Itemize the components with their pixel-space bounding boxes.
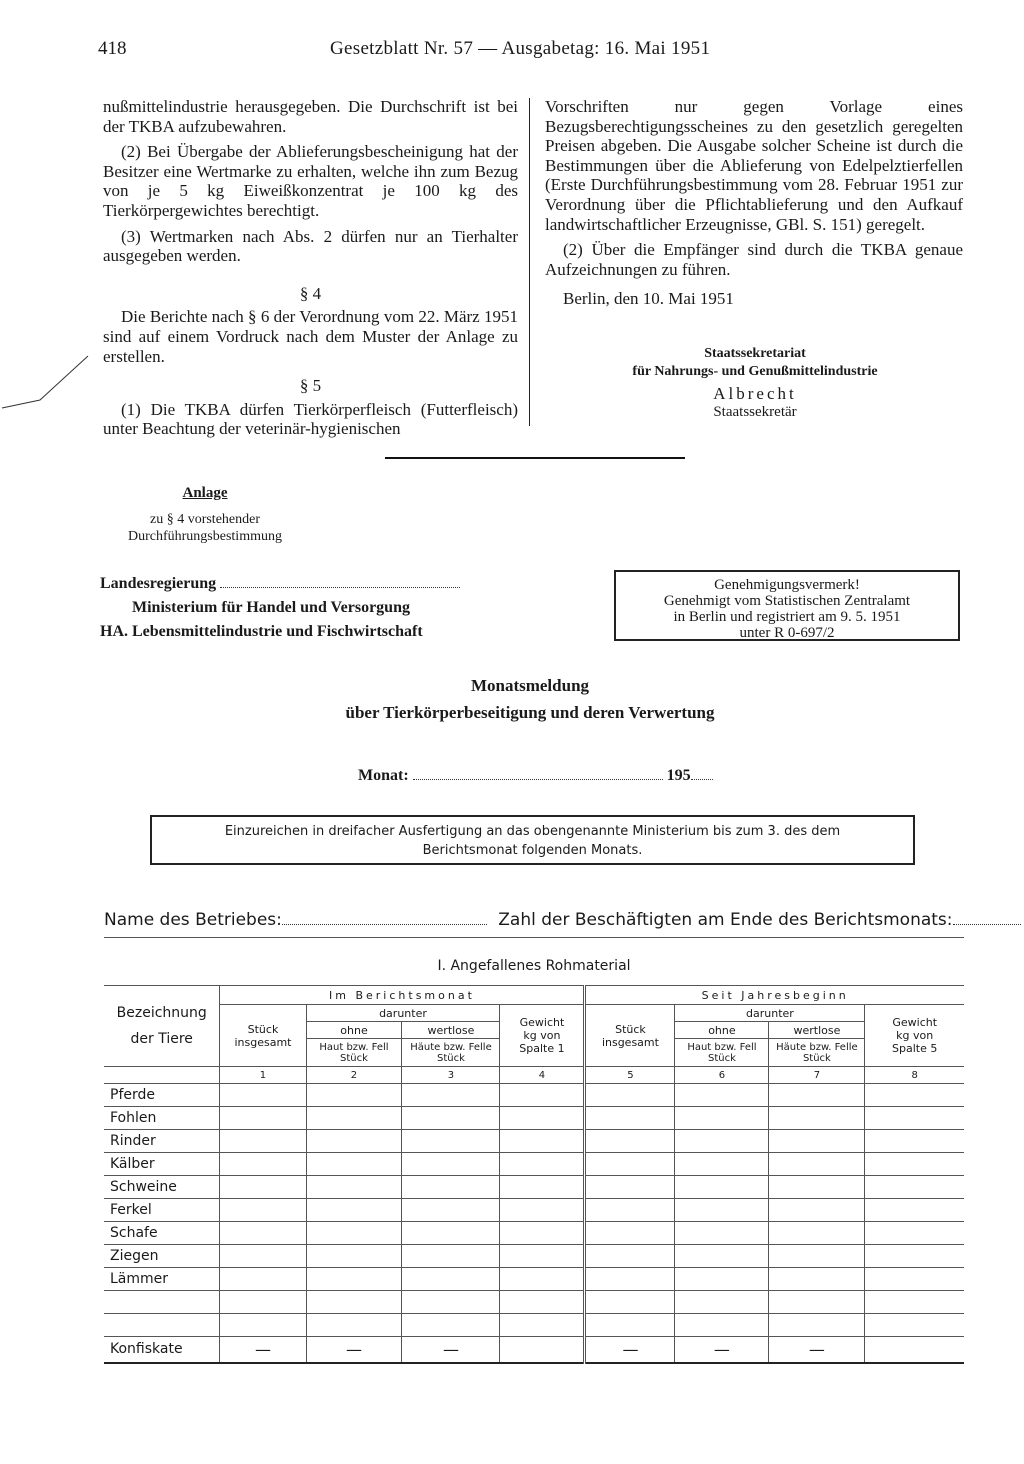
table-cell[interactable] xyxy=(675,1245,769,1268)
year-blank[interactable] xyxy=(691,779,713,780)
group-header-month: Im Berichtsmonat xyxy=(220,986,585,1005)
table-cell[interactable] xyxy=(220,1199,306,1222)
table-row xyxy=(104,1107,964,1130)
table-cell[interactable] xyxy=(500,1107,585,1130)
table-cell[interactable] xyxy=(306,1291,402,1314)
col-num-5: 5 xyxy=(585,1067,675,1084)
table-cell[interactable] xyxy=(769,1199,865,1222)
group-header-year: Seit Jahresbeginn xyxy=(585,986,964,1005)
table-cell[interactable] xyxy=(220,1291,306,1314)
staff-count-label: Zahl der Beschäftigten am Ende des Berichtsmonats: xyxy=(498,910,953,930)
name-line xyxy=(104,910,964,930)
table-cell[interactable] xyxy=(306,1176,402,1199)
dash-cell: — xyxy=(675,1337,769,1363)
left-paragraph-3: (3) Wertmarken nach Abs. 2 dürfen nur an Tierhalter ausgegeben werden. xyxy=(103,226,518,266)
table-cell[interactable] xyxy=(220,1084,306,1107)
table-cell[interactable] xyxy=(769,1107,865,1130)
table-cell[interactable] xyxy=(865,1314,964,1337)
signature-name: Albrecht xyxy=(713,384,797,403)
signature-block xyxy=(545,345,965,421)
dash-cell: — xyxy=(402,1337,500,1363)
table-cell[interactable] xyxy=(220,1107,306,1130)
table-cell[interactable] xyxy=(402,1314,500,1337)
company-name-blank[interactable] xyxy=(282,924,487,925)
right-paragraph-1: Vorschriften nur gegen Vorlage eines Bezugsberechtigungsscheines zu den gesetzlich geregelten Preisen abgeben. Die Ausgabe solcher Scheine ist durch die Bestimmungen über die Ablieferung von Edelpelztierfellen (Erste Durchführungsbestimmung vom 28. Februar 1951 zur Verordnung über die Pflichtablieferung und den Aufkauf landwirtschaftlicher Erzeugnisse, GBl. S. 151) geregelt. xyxy=(545,97,963,234)
table-cell[interactable] xyxy=(220,1130,306,1153)
table-body xyxy=(104,1084,964,1337)
table-cell[interactable] xyxy=(585,1314,675,1337)
table-cell[interactable] xyxy=(675,1222,769,1245)
signature-title: Staatssekretär xyxy=(713,404,797,420)
table-cell[interactable] xyxy=(769,1153,865,1176)
anlage-title: Anlage xyxy=(182,485,228,501)
left-paragraph-1: nußmittelindustrie herausgegeben. Die Durchschrift ist bei der TKBA aufzubewahren. xyxy=(103,97,518,136)
row-label: Schafe xyxy=(104,1222,220,1245)
table-cell[interactable] xyxy=(865,1222,964,1245)
table-cell[interactable] xyxy=(585,1176,675,1199)
table-cell[interactable] xyxy=(865,1199,964,1222)
table-cell[interactable] xyxy=(865,1268,964,1291)
table-cell[interactable] xyxy=(306,1314,402,1337)
approval-line-4: unter R 0-697/2 xyxy=(739,625,835,641)
row-label: Konfiskate xyxy=(104,1337,220,1363)
table-cell[interactable] xyxy=(675,1291,769,1314)
table-row xyxy=(104,1222,964,1245)
table-cell[interactable] xyxy=(865,1130,964,1153)
table-cell[interactable] xyxy=(220,1314,306,1337)
instruction-box xyxy=(150,815,915,865)
table-cell[interactable] xyxy=(675,1268,769,1291)
column-header-animals: Bezeichnung der Tiere xyxy=(104,986,220,1067)
col-num-6: 6 xyxy=(675,1067,769,1084)
table-cell[interactable] xyxy=(306,1245,402,1268)
table-cell[interactable] xyxy=(769,1268,865,1291)
left-paragraph-2: (2) Bei Übergabe der Ablieferungsbescheinigung hat der Besitzer eine Wertmarke zu erhalten, welche ihn zum Bezug von je 5 kg Eiweißkonzentrat je 100 kg des Tierkörpergewichtes berechtigt. xyxy=(103,142,518,220)
table-row xyxy=(104,1153,964,1176)
year-prefix: 195 xyxy=(666,767,691,784)
table-cell[interactable] xyxy=(500,1245,585,1268)
table-cell[interactable] xyxy=(500,1176,585,1199)
left-column xyxy=(103,97,518,445)
section-5-heading: § 5 xyxy=(299,376,322,396)
table-cell[interactable] xyxy=(585,1153,675,1176)
table-cell[interactable] xyxy=(585,1107,675,1130)
table-cell[interactable] xyxy=(769,1222,865,1245)
table-cell[interactable] xyxy=(306,1130,402,1153)
table-cell[interactable] xyxy=(306,1222,402,1245)
right-paragraph-2: (2) Über die Empfänger sind durch die TKBA genaue Aufzeichnungen zu führen. xyxy=(545,240,963,279)
table-cell[interactable] xyxy=(402,1153,500,1176)
table-cell[interactable] xyxy=(585,1130,675,1153)
margin-pencil-mark xyxy=(0,350,100,420)
row-label: Lämmer xyxy=(104,1268,220,1291)
table-cell[interactable] xyxy=(306,1107,402,1130)
table-cell[interactable] xyxy=(865,1107,964,1130)
table-cell[interactable] xyxy=(865,1084,964,1107)
table-row xyxy=(104,1245,964,1268)
month-label: Monat: xyxy=(358,767,409,784)
header-darunter-1: darunter xyxy=(306,1005,500,1022)
ministry-line-3: HA. Lebensmittelindustrie und Fischwirtschaft xyxy=(100,623,423,640)
table-cell[interactable] xyxy=(402,1199,500,1222)
header-ohne-1: ohne xyxy=(306,1022,402,1039)
name-line-rule xyxy=(104,937,964,938)
table-cell[interactable] xyxy=(865,1337,964,1363)
table-cell[interactable] xyxy=(306,1153,402,1176)
form-title-2: über Tierkörperbeseitigung und deren Verwertung xyxy=(345,703,715,722)
table-cell[interactable] xyxy=(585,1199,675,1222)
anlage-subtitle-1: zu § 4 vorstehender xyxy=(149,512,261,527)
approval-line-2: Genehmigt vom Statistischen Zentralamt xyxy=(663,593,911,609)
dash-cell: — xyxy=(306,1337,402,1363)
table-cell[interactable] xyxy=(402,1222,500,1245)
row-label: Kälber xyxy=(104,1153,220,1176)
table-row xyxy=(104,1199,964,1222)
table-cell[interactable] xyxy=(865,1291,964,1314)
col-num-4: 4 xyxy=(500,1067,585,1084)
month-blank[interactable] xyxy=(413,779,663,780)
table-cell[interactable] xyxy=(306,1199,402,1222)
company-name-label: Name des Betriebes: xyxy=(104,910,282,930)
approval-box xyxy=(614,570,960,641)
table-cell[interactable] xyxy=(220,1153,306,1176)
table-cell[interactable] xyxy=(402,1084,500,1107)
table-cell[interactable] xyxy=(675,1153,769,1176)
dash-cell: — xyxy=(769,1337,865,1363)
table-row xyxy=(104,1268,964,1291)
table-cell[interactable] xyxy=(585,1268,675,1291)
table-cell[interactable] xyxy=(306,1268,402,1291)
table-cell[interactable] xyxy=(220,1268,306,1291)
table-cell[interactable] xyxy=(306,1084,402,1107)
table-cell[interactable] xyxy=(675,1314,769,1337)
row-label: Schweine xyxy=(104,1176,220,1199)
header-darunter-2: darunter xyxy=(675,1005,865,1022)
section-rule xyxy=(385,457,685,459)
table-cell[interactable] xyxy=(500,1314,585,1337)
header-wertlose-1: wertlose xyxy=(402,1022,500,1039)
row-label: Ziegen xyxy=(104,1245,220,1268)
col-num-1: 1 xyxy=(220,1067,306,1084)
header-gewicht-1: Gewicht kg von Spalte 1 xyxy=(500,1005,585,1067)
table-cell[interactable] xyxy=(220,1222,306,1245)
table-row xyxy=(104,1084,964,1107)
table-cell[interactable] xyxy=(500,1130,585,1153)
section-4-heading: § 4 xyxy=(299,283,322,303)
row-label xyxy=(104,1291,220,1314)
table-row-konfiskate xyxy=(104,1337,964,1363)
table-cell[interactable] xyxy=(675,1107,769,1130)
approval-line-1: Genehmigungsvermerk! xyxy=(714,577,860,593)
column-number-row xyxy=(104,1067,964,1084)
table-cell[interactable] xyxy=(500,1337,585,1363)
ministry-line-2: Ministerium für Handel und Versorgung xyxy=(132,599,410,616)
signature-org-2: für Nahrungs- und Genußmittelindustrie xyxy=(632,364,878,379)
header-haut-2: Haut bzw. Fell Stück xyxy=(675,1039,769,1067)
header-haut-1: Haut bzw. Fell Stück xyxy=(306,1039,402,1067)
row-label: Fohlen xyxy=(104,1107,220,1130)
instruction-line-1: Einzureichen in dreifacher Ausfertigung an das obengenannte Ministerium bis zum 3. des dem xyxy=(224,824,841,839)
anlage-subtitle-2: Durchführungsbestimmung xyxy=(128,529,282,544)
header-stueck-1: Stück insgesamt xyxy=(220,1005,306,1067)
table-cell[interactable] xyxy=(769,1130,865,1153)
row-label: Rinder xyxy=(104,1130,220,1153)
table-row xyxy=(104,1130,964,1153)
form-title-1: Monatsmeldung xyxy=(470,676,590,695)
col-num-2: 2 xyxy=(306,1067,402,1084)
header-ohne-2: ohne xyxy=(675,1022,769,1039)
col-num-3: 3 xyxy=(402,1067,500,1084)
anlage-block xyxy=(100,485,310,545)
table-cell[interactable] xyxy=(865,1245,964,1268)
header-stueck-2: Stück insgesamt xyxy=(585,1005,675,1067)
col-num-8: 8 xyxy=(865,1067,964,1084)
month-field xyxy=(358,767,713,785)
dash-cell: — xyxy=(585,1337,675,1363)
table-cell[interactable] xyxy=(769,1176,865,1199)
header-gewicht-2: Gewicht kg von Spalte 5 xyxy=(865,1005,964,1067)
col-num-7: 7 xyxy=(769,1067,865,1084)
column-divider xyxy=(529,98,530,426)
approval-line-3: in Berlin und registriert am 9. 5. 1951 xyxy=(673,609,901,625)
raw-material-table xyxy=(104,985,964,1364)
table-cell[interactable] xyxy=(500,1084,585,1107)
table-cell[interactable] xyxy=(402,1245,500,1268)
table-cell[interactable] xyxy=(769,1314,865,1337)
table-cell[interactable] xyxy=(585,1222,675,1245)
table-cell[interactable] xyxy=(500,1222,585,1245)
signature-org-1: Staatssekretariat xyxy=(704,346,806,361)
table-cell[interactable] xyxy=(500,1153,585,1176)
right-column xyxy=(545,97,963,315)
instruction-line-2: Berichtsmonat folgenden Monats. xyxy=(422,843,643,858)
table-cell[interactable] xyxy=(402,1291,500,1314)
ministry-block xyxy=(100,572,500,644)
table-cell[interactable] xyxy=(402,1130,500,1153)
staff-count-blank[interactable] xyxy=(953,924,1021,925)
table-cell[interactable] xyxy=(585,1245,675,1268)
table-cell[interactable] xyxy=(865,1153,964,1176)
table-cell[interactable] xyxy=(675,1084,769,1107)
section-title: I. Angefallenes Rohmaterial xyxy=(437,958,631,974)
table-cell[interactable] xyxy=(585,1291,675,1314)
table-cell[interactable] xyxy=(675,1176,769,1199)
header-wertlose-2: wertlose xyxy=(769,1022,865,1039)
table-cell[interactable] xyxy=(675,1199,769,1222)
row-label: Ferkel xyxy=(104,1199,220,1222)
table-cell[interactable] xyxy=(500,1291,585,1314)
table-row xyxy=(104,1176,964,1199)
table-cell[interactable] xyxy=(500,1268,585,1291)
table-cell[interactable] xyxy=(402,1176,500,1199)
table-cell[interactable] xyxy=(769,1245,865,1268)
table-row xyxy=(104,1314,964,1337)
table-row xyxy=(104,1291,964,1314)
section-5-text: (1) Die TKBA dürfen Tierkörperfleisch (Futterfleisch) unter Beachtung der veterinär-hygienischen xyxy=(103,399,518,439)
header-haeute-2: Häute bzw. Felle Stück xyxy=(769,1039,865,1067)
dash-cell: — xyxy=(220,1337,306,1363)
table-cell[interactable] xyxy=(865,1176,964,1199)
table-cell[interactable] xyxy=(500,1199,585,1222)
row-label: Pferde xyxy=(104,1084,220,1107)
table-cell[interactable] xyxy=(220,1176,306,1199)
table-cell[interactable] xyxy=(220,1245,306,1268)
page-header-title: Gesetzblatt Nr. 57 — Ausgabetag: 16. Mai 1951 xyxy=(330,38,711,59)
row-label xyxy=(104,1314,220,1337)
table-cell[interactable] xyxy=(769,1291,865,1314)
table-cell[interactable] xyxy=(769,1084,865,1107)
table-cell[interactable] xyxy=(402,1107,500,1130)
ministry-line-1: Landesregierung xyxy=(100,572,500,596)
page-number: 418 xyxy=(98,38,127,59)
table-cell[interactable] xyxy=(402,1268,500,1291)
place-date: Berlin, den 10. Mai 1951 xyxy=(563,289,734,309)
section-4-text: Die Berichte nach § 6 der Verordnung vom 22. März 1951 sind auf einem Vordruck nach dem Muster der Anlage zu erstellen. xyxy=(103,307,518,366)
header-haeute-1: Häute bzw. Felle Stück xyxy=(402,1039,500,1067)
table-cell[interactable] xyxy=(675,1130,769,1153)
table-cell[interactable] xyxy=(585,1084,675,1107)
